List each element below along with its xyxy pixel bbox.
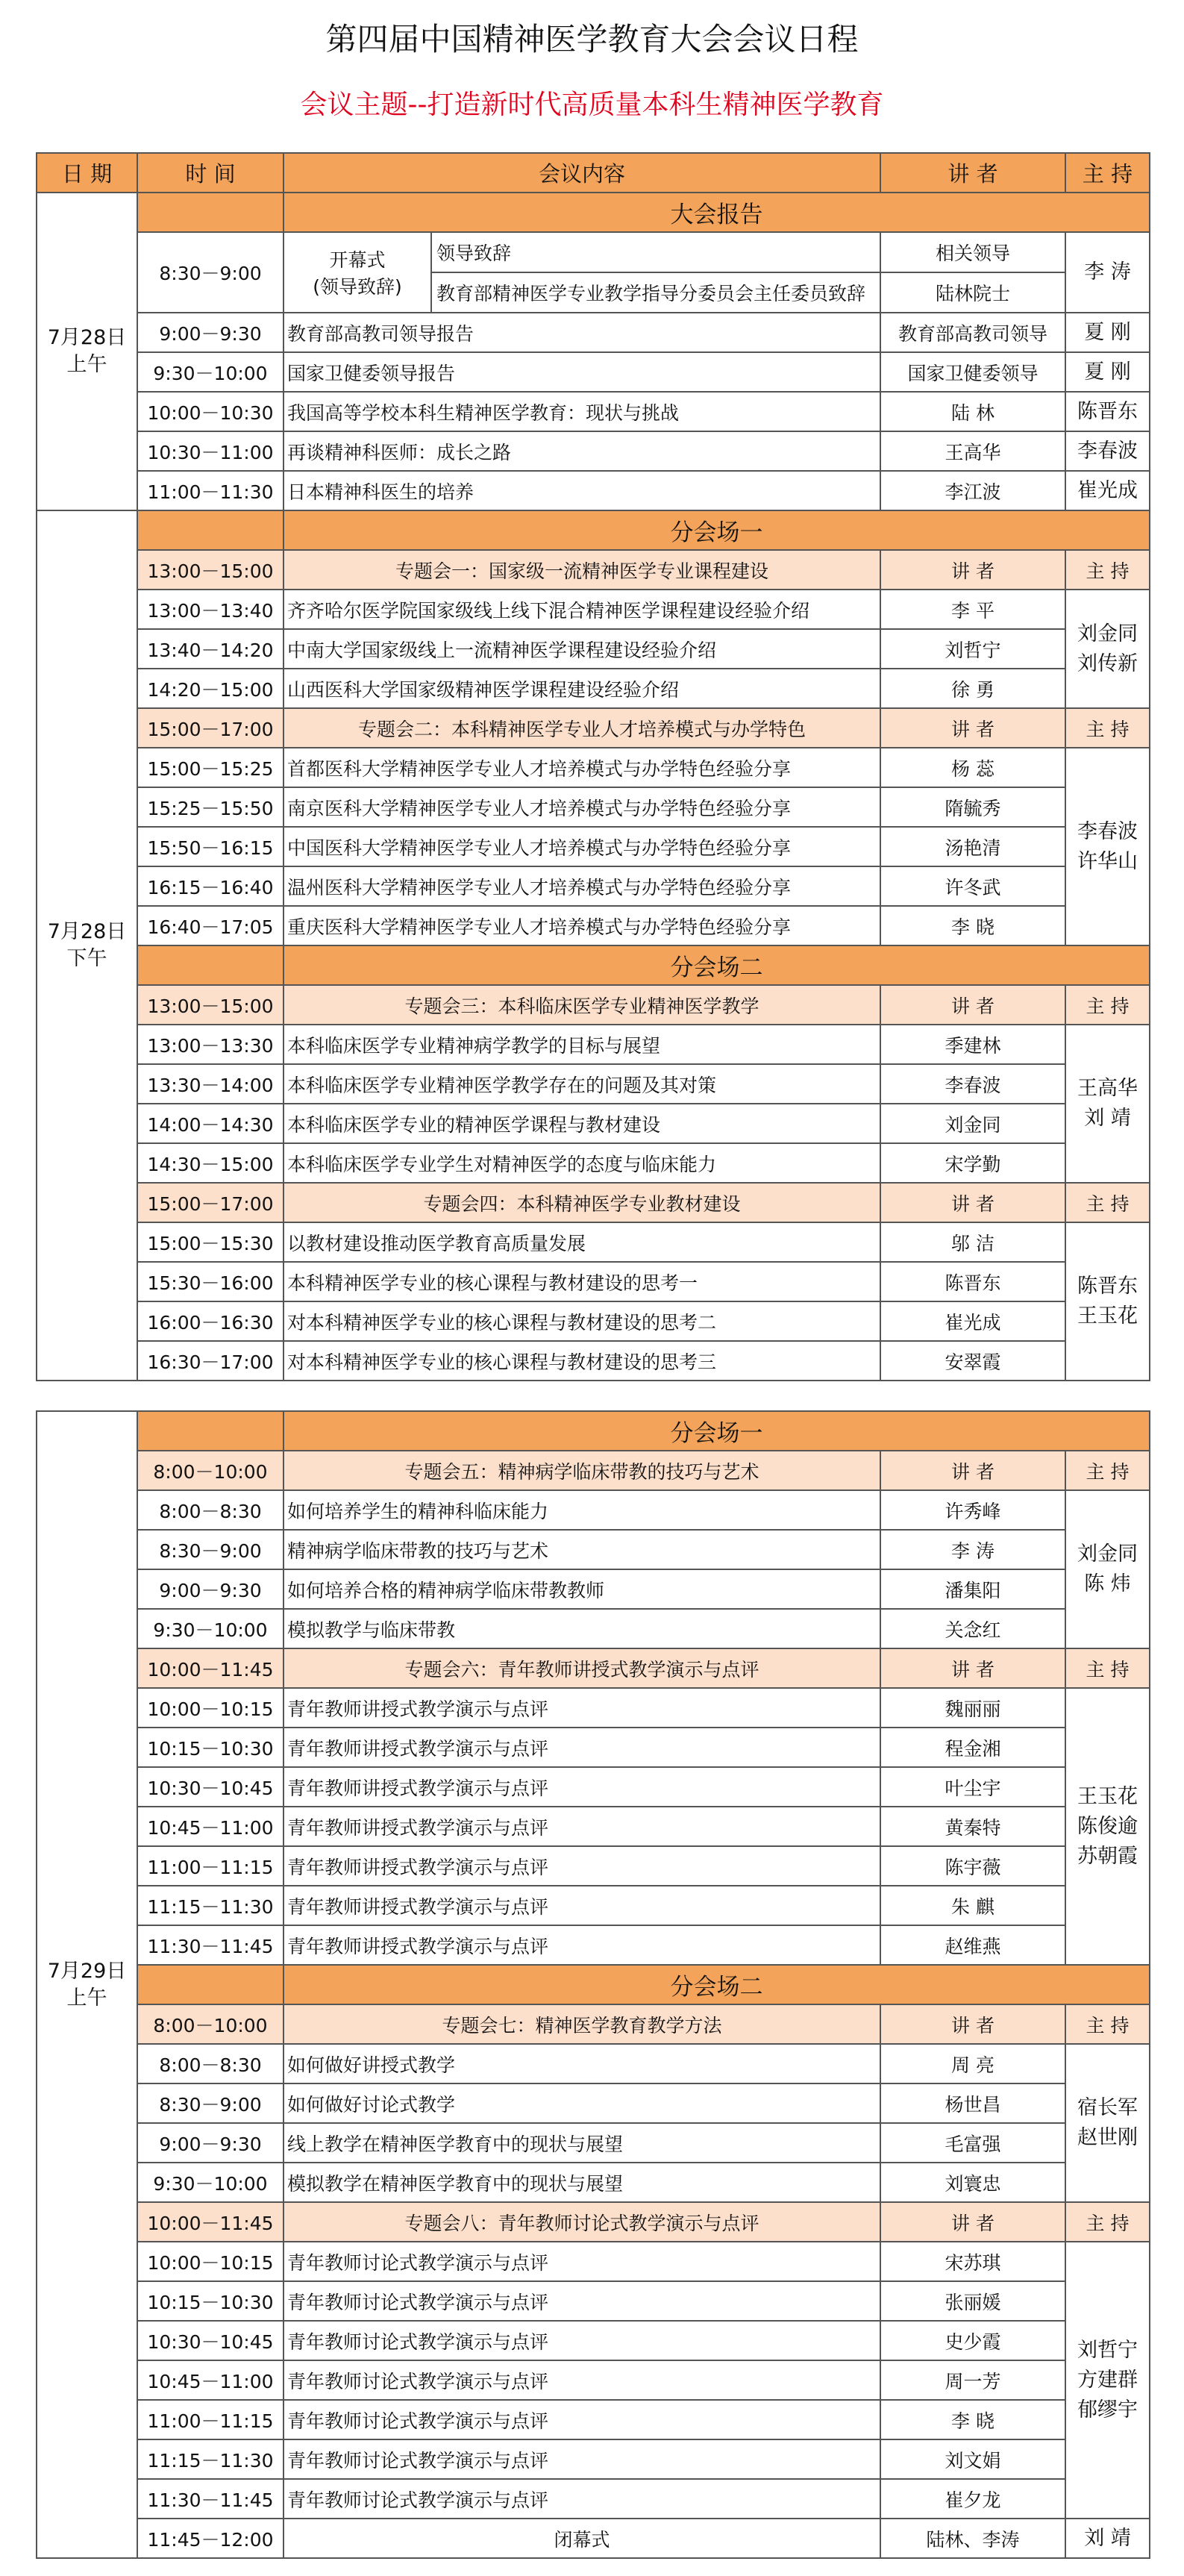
row-time: 10:30－10:45 [137, 1767, 284, 1807]
table-row [37, 2083, 1150, 2123]
opening-speaker: 相关领导 [880, 232, 1065, 272]
table-row [37, 153, 1150, 193]
table-row [37, 352, 1150, 392]
row-speaker: 刘金同 [880, 1104, 1065, 1143]
session-host [1065, 1688, 1150, 1965]
row-content: 青年教师讲授式教学演示与点评 [284, 1807, 880, 1846]
row-speaker: 崔夕龙 [880, 2479, 1065, 2519]
header-date: 日 期 [37, 153, 137, 193]
row-content: 重庆医科大学精神医学专业人才培养模式与办学特色经验分享 [284, 906, 880, 945]
row-time: 10:00－10:15 [137, 2242, 284, 2281]
table-row [37, 2400, 1150, 2439]
table-row [37, 708, 1150, 748]
row-content: 本科临床医学专业精神医学教学存在的问题及其对策 [284, 1064, 880, 1104]
session-title: 专题会七：精神医学教育教学方法 [284, 2004, 880, 2044]
row-time: 16:40－17:05 [137, 906, 284, 945]
row-content: 青年教师讨论式教学演示与点评 [284, 2360, 880, 2400]
session-host [1065, 1490, 1150, 1648]
table-row [37, 471, 1150, 510]
row-content: 国家卫健委领导报告 [284, 352, 880, 392]
row-speaker: 陆 林 [880, 392, 1065, 431]
session-host-label: 主 持 [1065, 550, 1150, 590]
table-row [37, 1846, 1150, 1886]
row-time: 11:15－11:30 [137, 2439, 284, 2479]
row-time: 16:15－16:40 [137, 866, 284, 906]
row-speaker: 潘集阳 [880, 1569, 1065, 1609]
table-row [37, 1104, 1150, 1143]
session-speaker-label: 讲 者 [880, 985, 1065, 1025]
session-host [1065, 590, 1150, 708]
table-row [37, 827, 1150, 866]
session-host-line: 王玉花 [1077, 1784, 1138, 1808]
venue-title: 分会场一 [284, 510, 1150, 550]
row-content: 青年教师讨论式教学演示与点评 [284, 2281, 880, 2321]
row-speaker: 汤艳清 [880, 827, 1065, 866]
row-speaker: 陈宇薇 [880, 1846, 1065, 1886]
table-row [37, 1411, 1150, 1451]
row-host: 李春波 [1065, 431, 1150, 471]
table-row [37, 1183, 1150, 1222]
session-title: 专题会三：本科临床医学专业精神医学教学 [284, 985, 880, 1025]
table-row [37, 1341, 1150, 1381]
session-speaker-label: 讲 者 [880, 550, 1065, 590]
table-row [37, 2360, 1150, 2400]
row-content: 青年教师讲授式教学演示与点评 [284, 1886, 880, 1925]
opening-label-line: 开幕式 [329, 249, 386, 271]
row-speaker: 教育部高教司领导 [880, 313, 1065, 352]
row-speaker: 宋苏琪 [880, 2242, 1065, 2281]
opening-host: 李 涛 [1065, 232, 1150, 313]
table-row [37, 629, 1150, 669]
row-time: 11:30－11:45 [137, 1925, 284, 1965]
row-speaker: 李 晓 [880, 906, 1065, 945]
session-host-label: 主 持 [1065, 1183, 1150, 1222]
table-row [37, 1490, 1150, 1530]
session-host-line: 郁缪宇 [1077, 2398, 1138, 2422]
row-time: 15:30－16:00 [137, 1262, 284, 1301]
table-row [37, 945, 1150, 985]
row-content: 我国高等学校本科生精神医学教育：现状与挑战 [284, 392, 880, 431]
session-host-label: 主 持 [1065, 708, 1150, 748]
row-content: 中国医科大学精神医学专业人才培养模式与办学特色经验分享 [284, 827, 880, 866]
row-speaker: 陈晋东 [880, 1262, 1065, 1301]
section-spacer [137, 193, 284, 232]
session-title: 专题会八：青年教师讨论式教学演示与点评 [284, 2202, 880, 2242]
opening-label [284, 233, 432, 312]
table-row [37, 748, 1150, 787]
row-time: 15:25－15:50 [137, 787, 284, 827]
row-time: 8:30－9:00 [137, 2083, 284, 2123]
row-content: 南京医科大学精神医学专业人才培养模式与办学特色经验分享 [284, 787, 880, 827]
row-content: 青年教师讨论式教学演示与点评 [284, 2321, 880, 2360]
row-speaker: 徐 勇 [880, 669, 1065, 708]
opening-item: 领导致辞 [436, 243, 512, 264]
table-row [37, 1648, 1150, 1688]
row-content: 青年教师讨论式教学演示与点评 [284, 2439, 880, 2479]
row-host: 崔光成 [1065, 471, 1150, 510]
row-time: 16:30－17:00 [137, 1341, 284, 1381]
closing-content: 闭幕式 [284, 2519, 880, 2558]
row-content: 青年教师讨论式教学演示与点评 [284, 2242, 880, 2281]
row-time: 9:00－9:30 [137, 1569, 284, 1609]
date-cell-line: 7月28日 [47, 920, 127, 943]
row-speaker: 许秀峰 [880, 1490, 1065, 1530]
session-title: 专题会四：本科精神医学专业教材建设 [284, 1183, 880, 1222]
table-row [37, 1451, 1150, 1490]
row-time: 10:45－11:00 [137, 1807, 284, 1846]
session-host-label: 主 持 [1065, 2202, 1150, 2242]
table-row [37, 2281, 1150, 2321]
row-time: 11:00－11:30 [137, 471, 284, 510]
row-content: 首都医科大学精神医学专业人才培养模式与办学特色经验分享 [284, 748, 880, 787]
opening-speaker: 陆林院士 [880, 272, 1065, 313]
row-content: 线上教学在精神医学教育中的现状与展望 [284, 2123, 880, 2163]
session-host-line: 刘传新 [1077, 651, 1138, 675]
row-time: 10:15－10:30 [137, 2281, 284, 2321]
session-host-line: 刘 靖 [1084, 1107, 1131, 1130]
table-row [37, 866, 1150, 906]
row-speaker: 魏丽丽 [880, 1688, 1065, 1728]
table-row [37, 392, 1150, 431]
date-cell-line: 上午 [66, 1986, 107, 2010]
row-speaker: 李 晓 [880, 2400, 1065, 2439]
row-speaker: 李江波 [880, 471, 1065, 510]
table-row [37, 1728, 1150, 1767]
section-title: 大会报告 [284, 193, 1150, 232]
row-time: 13:30－14:00 [137, 1064, 284, 1104]
table-row [37, 985, 1150, 1025]
table-row [37, 2163, 1150, 2202]
table-row [37, 2004, 1150, 2044]
row-content: 本科精神医学专业的核心课程与教材建设的思考一 [284, 1262, 880, 1301]
table-row [37, 2044, 1150, 2083]
row-content: 对本科精神医学专业的核心课程与教材建设的思考二 [284, 1301, 880, 1341]
row-content: 模拟教学在精神医学教育中的现状与展望 [284, 2163, 880, 2202]
table-row [37, 1301, 1150, 1341]
table-row [37, 1925, 1150, 1965]
row-speaker: 赵维燕 [880, 1925, 1065, 1965]
row-content: 青年教师讲授式教学演示与点评 [284, 1846, 880, 1886]
table-row [37, 2242, 1150, 2281]
session-title: 专题会二：本科精神医学专业人才培养模式与办学特色 [284, 708, 880, 748]
row-speaker: 周 亮 [880, 2044, 1065, 2083]
date-cell [37, 510, 137, 1381]
date-cell [37, 1411, 137, 2558]
row-speaker: 邬 洁 [880, 1222, 1065, 1262]
session-time: 15:00－17:00 [137, 1183, 284, 1222]
session-host-label: 主 持 [1065, 1648, 1150, 1688]
row-content: 如何做好讨论式教学 [284, 2083, 880, 2123]
row-time: 8:30－9:00 [137, 1530, 284, 1569]
row-time: 15:00－15:25 [137, 748, 284, 787]
table-row [37, 1609, 1150, 1648]
row-time: 10:15－10:30 [137, 1728, 284, 1767]
session-host [1065, 1222, 1150, 1381]
row-speaker: 李春波 [880, 1064, 1065, 1104]
session-host-line: 刘金同 [1077, 1542, 1138, 1566]
table-row [37, 2439, 1150, 2479]
row-content: 再谈精神科医师：成长之路 [284, 431, 880, 471]
row-time: 9:30－10:00 [137, 1609, 284, 1648]
row-time: 9:00－9:30 [137, 313, 284, 352]
venue-title: 分会场二 [284, 945, 1150, 985]
table-row [37, 1569, 1150, 1609]
page-title: 第四届中国精神医学教育大会会议日程 [325, 21, 859, 57]
row-content: 青年教师讲授式教学演示与点评 [284, 1925, 880, 1965]
row-content: 教育部高教司领导报告 [284, 313, 880, 352]
row-speaker: 隋毓秀 [880, 787, 1065, 827]
table-row [37, 1262, 1150, 1301]
row-speaker: 毛富强 [880, 2123, 1065, 2163]
session-time: 10:00－11:45 [137, 2202, 284, 2242]
row-content: 青年教师讲授式教学演示与点评 [284, 1767, 880, 1807]
session-host-line: 方建群 [1077, 2368, 1138, 2392]
date-cell-line: 7月29日 [47, 1959, 127, 1983]
date-cell [37, 193, 137, 510]
row-speaker: 宋学勤 [880, 1143, 1065, 1183]
schedule-table-day2 [36, 1410, 1150, 2559]
row-time: 11:15－11:30 [137, 1886, 284, 1925]
row-content: 齐齐哈尔医学院国家级线上线下混合精神医学课程建设经验介绍 [284, 590, 880, 629]
header-content: 会议内容 [284, 153, 880, 193]
session-title: 专题会六：青年教师讲授式教学演示与点评 [284, 1648, 880, 1688]
row-time: 13:40－14:20 [137, 629, 284, 669]
row-host: 夏 刚 [1065, 352, 1150, 392]
session-host-line: 刘金同 [1077, 622, 1138, 645]
row-content: 如何培养合格的精神病学临床带教教师 [284, 1569, 880, 1609]
row-content: 青年教师讨论式教学演示与点评 [284, 2400, 880, 2439]
row-speaker: 王高华 [880, 431, 1065, 471]
row-time: 9:30－10:00 [137, 352, 284, 392]
session-host-line: 李春波 [1077, 819, 1138, 843]
table-row [37, 313, 1150, 352]
session-host [1065, 1025, 1150, 1183]
session-host-line: 苏朝霞 [1077, 1844, 1138, 1868]
row-speaker: 季建林 [880, 1025, 1065, 1064]
session-time: 13:00－15:00 [137, 550, 284, 590]
table-row [37, 1886, 1150, 1925]
table-row [37, 1025, 1150, 1064]
table-row [37, 906, 1150, 945]
venue-spacer [137, 1411, 284, 1451]
row-time: 10:00－10:15 [137, 1688, 284, 1728]
session-speaker-label: 讲 者 [880, 2202, 1065, 2242]
row-time: 13:00－13:40 [137, 590, 284, 629]
schedule-table-day1 [36, 152, 1150, 1381]
row-time: 15:50－16:15 [137, 827, 284, 866]
closing-speaker: 陆林、李涛 [880, 2519, 1065, 2558]
row-content: 模拟教学与临床带教 [284, 1609, 880, 1648]
row-speaker: 刘文娟 [880, 2439, 1065, 2479]
row-time: 11:00－11:15 [137, 2400, 284, 2439]
row-speaker: 杨 蕊 [880, 748, 1065, 787]
row-speaker: 程金湘 [880, 1728, 1065, 1767]
row-content: 青年教师讨论式教学演示与点评 [284, 2479, 880, 2519]
row-content: 精神病学临床带教的技巧与艺术 [284, 1530, 880, 1569]
opening-content [284, 232, 880, 313]
row-content: 以教材建设推动医学教育高质量发展 [284, 1222, 880, 1262]
row-time: 16:00－16:30 [137, 1301, 284, 1341]
row-speaker: 许冬武 [880, 866, 1065, 906]
opening-time: 8:30－9:00 [137, 232, 284, 313]
session-time: 8:00－10:00 [137, 1451, 284, 1490]
row-content: 本科临床医学专业学生对精神医学的态度与临床能力 [284, 1143, 880, 1183]
session-host [1065, 2044, 1150, 2202]
venue-spacer [137, 1965, 284, 2004]
row-speaker: 安翠霞 [880, 1341, 1065, 1381]
table-row [37, 510, 1150, 550]
row-speaker: 张丽媛 [880, 2281, 1065, 2321]
row-time: 10:30－10:45 [137, 2321, 284, 2360]
row-content: 如何培养学生的精神科临床能力 [284, 1490, 880, 1530]
page-subtitle: 会议主题--打造新时代高质量本科生精神医学教育 [300, 90, 884, 120]
session-host-line: 王高华 [1077, 1077, 1138, 1100]
table-row [37, 1064, 1150, 1104]
row-time: 10:30－11:00 [137, 431, 284, 471]
row-time: 8:00－8:30 [137, 2044, 284, 2083]
row-content: 中南大学国家级线上一流精神医学课程建设经验介绍 [284, 629, 880, 669]
session-host-line: 王玉花 [1077, 1304, 1138, 1328]
session-host [1065, 748, 1150, 945]
row-time: 10:45－11:00 [137, 2360, 284, 2400]
session-host-line: 刘哲宁 [1077, 2338, 1138, 2362]
table-row [37, 787, 1150, 827]
table-row [37, 1143, 1150, 1183]
opening-item: 教育部精神医学专业教学指导分委员会主任委员致辞 [432, 272, 880, 312]
date-cell-line: 下午 [66, 947, 107, 970]
opening-label-line: (领导致辞) [313, 276, 402, 298]
table-row [37, 1688, 1150, 1728]
table-row [37, 2202, 1150, 2242]
row-content: 对本科精神医学专业的核心课程与教材建设的思考三 [284, 1341, 880, 1381]
session-host-label: 主 持 [1065, 1451, 1150, 1490]
row-host: 陈晋东 [1065, 392, 1150, 431]
row-speaker: 叶尘宇 [880, 1767, 1065, 1807]
row-time: 11:00－11:15 [137, 1846, 284, 1886]
table-row [37, 2479, 1150, 2519]
row-host: 夏 刚 [1065, 313, 1150, 352]
venue-spacer [137, 945, 284, 985]
row-content: 本科临床医学专业精神病学教学的目标与展望 [284, 1025, 880, 1064]
row-speaker: 朱 麒 [880, 1886, 1065, 1925]
session-host-line: 陈俊逾 [1077, 1814, 1138, 1838]
session-time: 13:00－15:00 [137, 985, 284, 1025]
row-speaker: 关念红 [880, 1609, 1065, 1648]
session-time: 10:00－11:45 [137, 1648, 284, 1688]
table-row [37, 1965, 1150, 2004]
date-cell-line: 7月28日 [47, 326, 127, 349]
row-time: 9:30－10:00 [137, 2163, 284, 2202]
session-time: 15:00－17:00 [137, 708, 284, 748]
header-host: 主 持 [1065, 153, 1150, 193]
session-title: 专题会五：精神病学临床带教的技巧与艺术 [284, 1451, 880, 1490]
table-row [37, 1530, 1150, 1569]
row-time: 8:00－8:30 [137, 1490, 284, 1530]
session-speaker-label: 讲 者 [880, 1648, 1065, 1688]
session-host-line: 陈 炜 [1084, 1572, 1131, 1595]
row-speaker: 杨世昌 [880, 2083, 1065, 2123]
row-content: 如何做好讲授式教学 [284, 2044, 880, 2083]
session-host-line: 陈晋东 [1077, 1275, 1138, 1298]
row-time: 14:30－15:00 [137, 1143, 284, 1183]
row-speaker: 刘哲宁 [880, 629, 1065, 669]
row-speaker: 崔光成 [880, 1301, 1065, 1341]
row-content: 青年教师讲授式教学演示与点评 [284, 1728, 880, 1767]
date-cell-line: 上午 [66, 353, 107, 376]
row-content: 日本精神科医生的培养 [284, 471, 880, 510]
session-title: 专题会一：国家级一流精神医学专业课程建设 [284, 550, 880, 590]
session-speaker-label: 讲 者 [880, 2004, 1065, 2044]
table-row [37, 669, 1150, 708]
row-content: 青年教师讲授式教学演示与点评 [284, 1688, 880, 1728]
session-time: 8:00－10:00 [137, 2004, 284, 2044]
header-time: 时 间 [137, 153, 284, 193]
row-time: 13:00－13:30 [137, 1025, 284, 1064]
table-row [37, 232, 1150, 272]
table-row [37, 1222, 1150, 1262]
row-speaker: 史少霞 [880, 2321, 1065, 2360]
row-content: 山西医科大学国家级精神医学课程建设经验介绍 [284, 669, 880, 708]
table-row [37, 1767, 1150, 1807]
session-host-label: 主 持 [1065, 985, 1150, 1025]
closing-host: 刘 靖 [1065, 2519, 1150, 2558]
header-speaker: 讲 者 [880, 153, 1065, 193]
row-speaker: 周一芳 [880, 2360, 1065, 2400]
row-speaker: 李 平 [880, 590, 1065, 629]
table-row [37, 193, 1150, 232]
row-speaker: 刘寰忠 [880, 2163, 1065, 2202]
session-host [1065, 2242, 1150, 2519]
row-content: 温州医科大学精神医学专业人才培养模式与办学特色经验分享 [284, 866, 880, 906]
row-time: 11:30－11:45 [137, 2479, 284, 2519]
table-row [37, 431, 1150, 471]
row-time: 10:00－10:30 [137, 392, 284, 431]
session-speaker-label: 讲 者 [880, 1451, 1065, 1490]
table-row [37, 2321, 1150, 2360]
table-row [37, 550, 1150, 590]
row-time: 9:00－9:30 [137, 2123, 284, 2163]
session-host-label: 主 持 [1065, 2004, 1150, 2044]
row-time: 14:00－14:30 [137, 1104, 284, 1143]
session-host-line: 赵世刚 [1077, 2126, 1138, 2149]
venue-title: 分会场一 [284, 1411, 1150, 1451]
venue-spacer [137, 510, 284, 550]
table-row [37, 1807, 1150, 1846]
table-row [37, 2123, 1150, 2163]
table-row [37, 590, 1150, 629]
session-speaker-label: 讲 者 [880, 708, 1065, 748]
row-time: 14:20－15:00 [137, 669, 284, 708]
row-time: 15:00－15:30 [137, 1222, 284, 1262]
session-host-line: 宿长军 [1077, 2096, 1138, 2119]
row-speaker: 李 涛 [880, 1530, 1065, 1569]
session-speaker-label: 讲 者 [880, 1183, 1065, 1222]
venue-title: 分会场二 [284, 1965, 1150, 2004]
row-speaker: 黄秦特 [880, 1807, 1065, 1846]
session-host-line: 许华山 [1077, 849, 1138, 873]
row-speaker: 国家卫健委领导 [880, 352, 1065, 392]
row-content: 本科临床医学专业的精神医学课程与教材建设 [284, 1104, 880, 1143]
table-row [37, 2519, 1150, 2558]
closing-time: 11:45－12:00 [137, 2519, 284, 2558]
